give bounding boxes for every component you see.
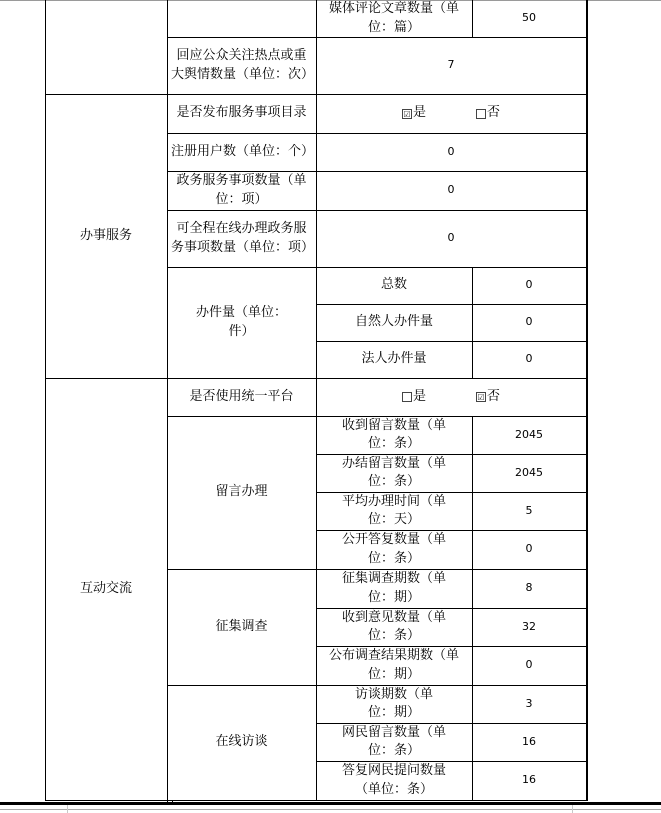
messages-public-reply-label: 公开答复数量（单位：条） (342, 532, 447, 566)
online-items-value: 0 (447, 231, 455, 245)
messages-avg-time-value: 5 (525, 503, 533, 517)
media-articles-value: 50 (522, 11, 536, 25)
messages-label: 留言办理 (215, 484, 268, 500)
checked-box-icon: ☑ (403, 109, 411, 119)
unified-platform-options (316, 378, 586, 416)
interview-periods-label: 访谈期数（单位：期） (354, 686, 433, 720)
messages-avg-time-label: 平均办理时间（单位：天） (342, 493, 447, 527)
empty-box-icon (402, 392, 412, 402)
volume-legal-value: 0 (525, 352, 533, 366)
volume-legal-label: 法人办件量 (361, 351, 427, 367)
volume-person-value: 0 (525, 315, 533, 329)
media-articles-label: 媒体评论文章数量（单位：篇） (328, 1, 459, 35)
service-items-value: 0 (447, 183, 455, 197)
messages-received-label: 收到留言数量（单位：条） (342, 417, 447, 451)
interview-replies-value: 16 (522, 773, 536, 787)
empty-box-icon (476, 109, 486, 119)
category-service: 办事服务 (79, 227, 132, 243)
interview-periods-value: 3 (525, 696, 533, 710)
publish-catalog-yes-option[interactable] (402, 104, 426, 123)
yes-label: 是 (412, 105, 426, 121)
survey-opinions-label: 收到意见数量（单位：条） (342, 609, 447, 643)
margin-guide (572, 805, 573, 813)
unified-platform-yes-option[interactable] (402, 388, 426, 407)
survey-results-label: 公布调查结果期数（单位：期） (328, 648, 459, 682)
survey-opinions-value: 32 (522, 619, 536, 633)
registered-users-label: 注册用户数（单位：个） (171, 143, 315, 159)
no-label: 否 (487, 388, 501, 404)
volume-total-label: 总数 (380, 277, 407, 293)
volume-total-value: 0 (525, 278, 533, 292)
page-separator (0, 802, 661, 805)
survey-periods-value: 8 (525, 581, 533, 595)
publish-catalog-label: 是否发布服务事项目录 (176, 105, 307, 121)
unified-platform-label: 是否使用统一平台 (189, 388, 294, 404)
no-label: 否 (487, 105, 501, 121)
messages-completed-value: 2045 (515, 465, 543, 479)
service-items-label: 政务服务事项数量（单位：项） (176, 173, 307, 207)
online-items-label: 可全程在线办理政务服务事项数量（单位：项） (171, 221, 315, 255)
registered-users-value: 0 (447, 144, 455, 158)
survey-label: 征集调查 (215, 618, 268, 634)
interview-messages-label: 网民留言数量（单位：条） (342, 724, 447, 758)
yes-label: 是 (412, 388, 426, 404)
interview-messages-value: 16 (522, 734, 536, 748)
messages-public-reply-value: 0 (525, 542, 533, 556)
survey-periods-label: 征集调查期数（单位：期） (342, 571, 447, 605)
interview-label: 在线访谈 (215, 734, 268, 750)
volume-person-label: 自然人办件量 (354, 314, 433, 330)
publish-catalog-options (316, 94, 586, 133)
margin-guide (67, 805, 68, 813)
interview-replies-label: 答复网民提问数量（单位：条） (341, 763, 446, 797)
checked-box-icon: ☑ (477, 393, 485, 402)
survey-results-value: 0 (525, 658, 533, 672)
messages-received-value: 2045 (515, 427, 543, 441)
hotspot-response-label: 回应公众关注热点或重大舆情数量（单位：次） (171, 48, 315, 82)
unified-platform-no-option[interactable] (476, 388, 500, 407)
hotspot-response-value: 7 (447, 58, 455, 72)
category-interaction: 互动交流 (79, 580, 132, 596)
publish-catalog-no-option[interactable] (476, 104, 500, 123)
messages-completed-label: 办结留言数量（单位：条） (342, 455, 447, 489)
page-bottom-border (0, 809, 661, 810)
volume-label: 办件量（单位：件） (195, 305, 287, 339)
